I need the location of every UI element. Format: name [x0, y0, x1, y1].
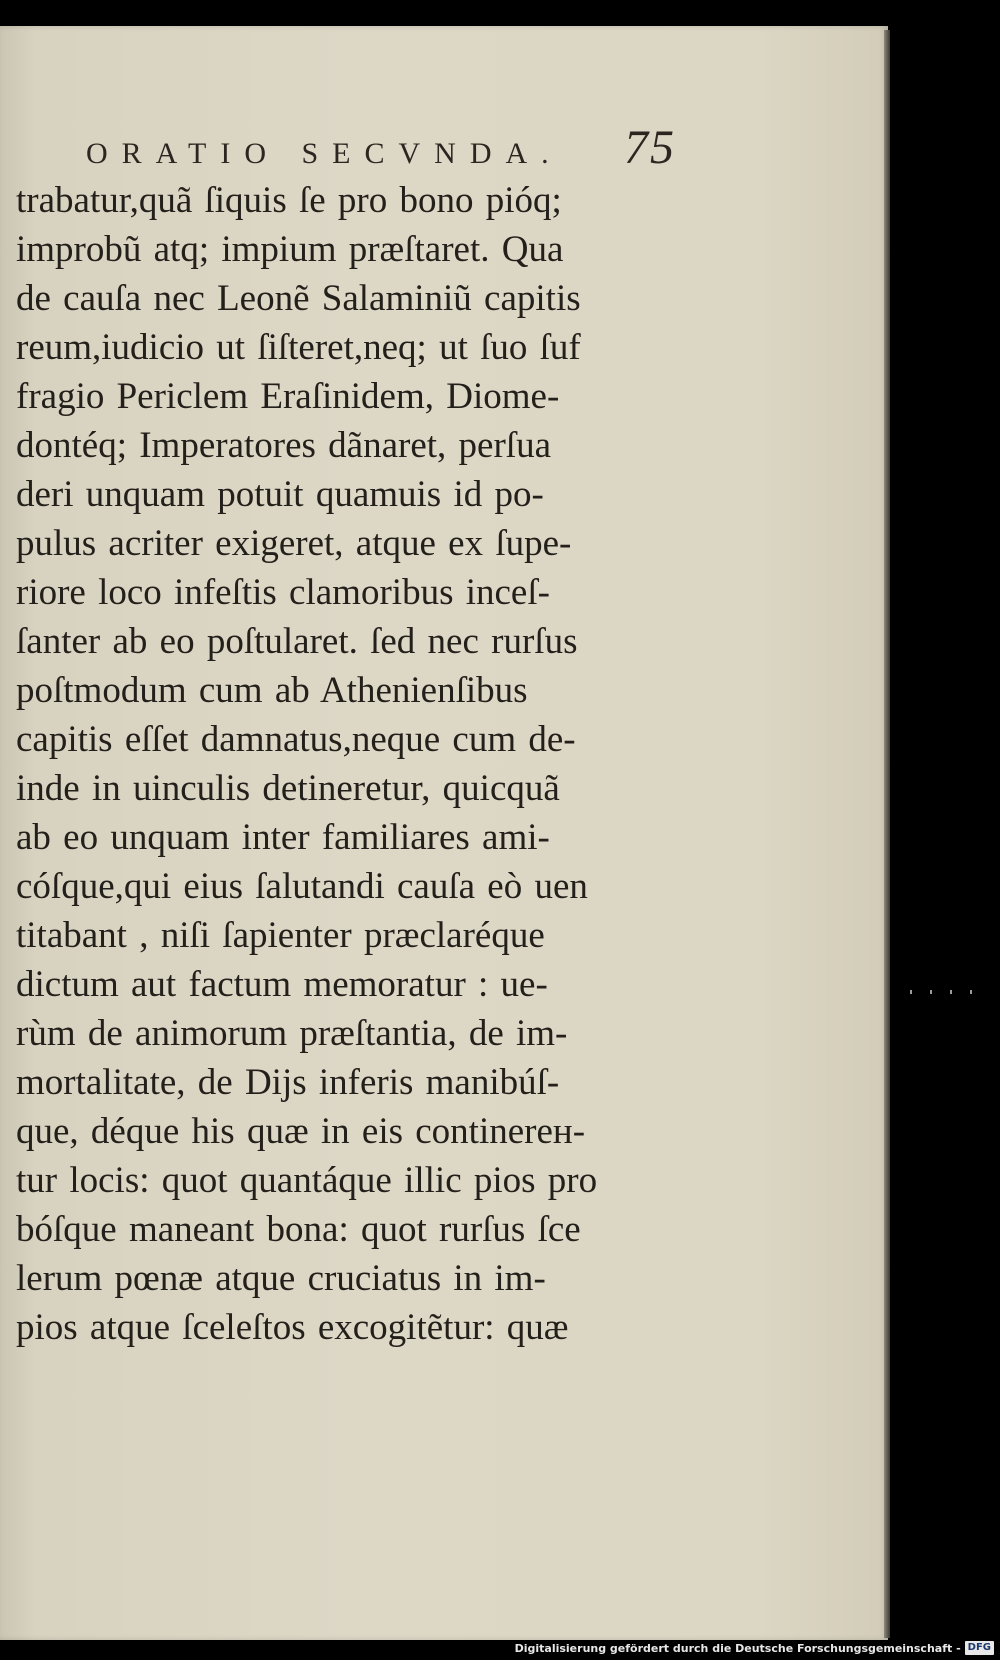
text-line: riore loco infeſtis clamoribus inceſ- — [16, 572, 550, 613]
text-line: rùm de animorum præſtantia, de im- — [16, 1013, 568, 1054]
text-line: bóſque maneant bona: quot rurſus ſce — [16, 1209, 581, 1250]
text-line: mortalitate, de Dijs inferis manibúſ- — [16, 1062, 560, 1103]
footer-credit: Digitalisierung gefördert durch die Deutsche Forschungsgemeinschaft - — [514, 1641, 961, 1655]
text-line: pulus acriter exigeret, atque ex ſupe- — [16, 523, 572, 564]
text-line: ſanter ab eo poſtularet. ſed nec rurſus — [16, 621, 578, 662]
scan-dots — [910, 990, 990, 994]
running-head — [86, 122, 686, 182]
text-line: tur locis: quot quantáque illic pios pro — [16, 1160, 598, 1201]
running-title: ORATIO SECVNDA. — [86, 137, 563, 170]
text-line: lerum pœnæ atque cruciatus in im- — [16, 1258, 546, 1299]
text-line: reum,iudicio ut ſiſteret,neq; ut ſuo ſuf — [16, 327, 581, 368]
text-line: ab eo unquam inter familiares ami- — [16, 817, 550, 858]
text-line: trabatur,quã ſiquis ſe pro bono pióq; — [16, 180, 562, 221]
text-line: capitis eſſet damnatus,neque cum de- — [16, 719, 576, 760]
text-line: dictum aut factum memoratur : ue- — [16, 964, 548, 1005]
text-line: poſtmodum cum ab Athenienſibus — [16, 670, 528, 711]
text-line: inde in uinculis detineretur, quicquã — [16, 768, 560, 809]
page-edge — [884, 30, 890, 1638]
text-line: cóſque,qui eius ſalutandi cauſa eò uen — [16, 866, 588, 907]
footer — [515, 1640, 994, 1656]
text-line: improbũ atq; impium præſtaret. Qua — [16, 229, 564, 270]
text-line: fragio Periclem Eraſinidem, Diome- — [16, 376, 560, 417]
body-text — [16, 176, 716, 1352]
text-line: dontéq; Imperatores dãnaret, perſua — [16, 425, 551, 466]
text-line: de cauſa nec Leonẽ Salaminiũ capitis — [16, 278, 581, 319]
text-line: pios atque ſceleſtos excogitẽtur: quæ — [16, 1307, 569, 1348]
text-line: deri unquam potuit quamuis id po- — [16, 474, 544, 515]
text-line: que, déque his quæ in eis continerен- — [16, 1111, 586, 1152]
page-number: 75 — [624, 121, 676, 174]
dfg-logo: DFG — [965, 1641, 994, 1655]
text-line: titabant , niſi ſapienter præclaréque — [16, 915, 545, 956]
